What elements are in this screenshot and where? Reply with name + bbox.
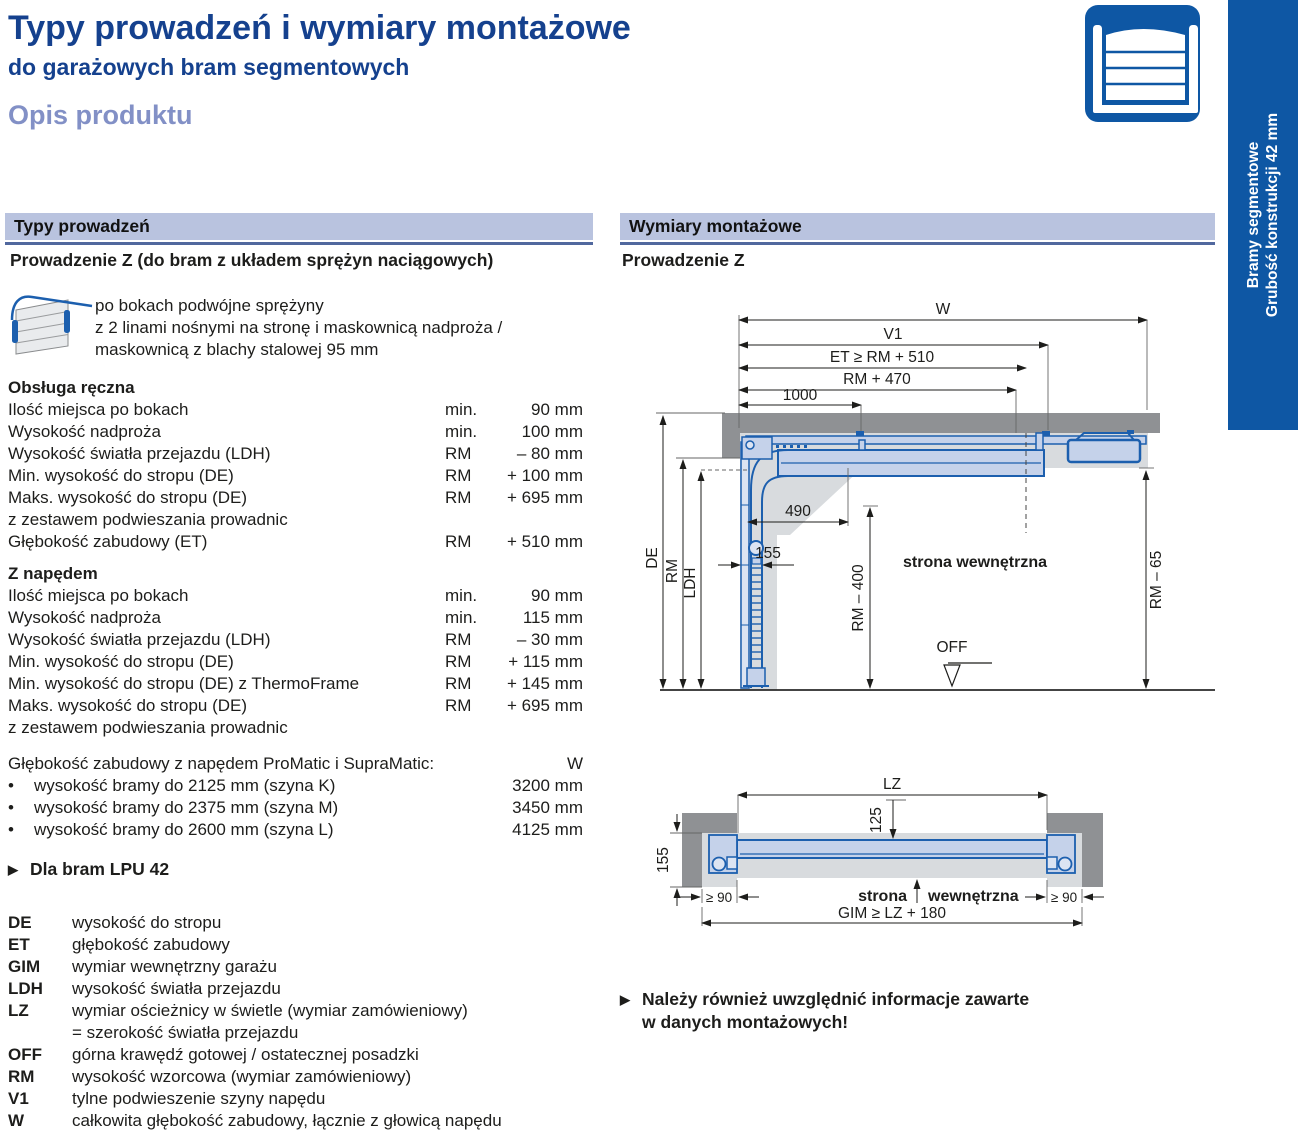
list-item: • wysokość bramy do 2600 mm (szyna L) 4125 mm <box>8 820 583 839</box>
edge-tab-line1: Bramy segmentowe <box>1245 141 1262 289</box>
note-line2: w danych montażowych! <box>642 1012 849 1032</box>
dim-rm65: RM – 65 <box>1148 550 1165 610</box>
table-row: Wysokość nadproża min. 100 mm <box>8 422 583 441</box>
table-row: Wysokość światła przejazdu (LDH) RM – 80 mm <box>8 444 583 463</box>
powered-table <box>8 585 583 739</box>
edge-tab <box>1228 0 1298 430</box>
section-label: Opis produktu <box>8 100 193 130</box>
plan-view-svg <box>630 770 1230 960</box>
dim-155: 155 <box>755 545 781 562</box>
depth-intro-row: Głębokość zabudowy z napędem ProMatic i SupraMatic: W <box>8 754 583 773</box>
dim-de: DE <box>644 547 661 569</box>
manual-heading: Obsługa ręczna <box>8 378 135 397</box>
inner-side-word2: wewnętrzna <box>928 888 1019 905</box>
powered-heading: Z napędem <box>8 564 98 583</box>
door-with-track-icon-svg <box>8 290 94 362</box>
dim-gim: GIM ≥ LZ + 180 <box>837 905 947 922</box>
legend-row: RM wysokość wzorcowa (wymiar zamówieniowy) <box>8 1067 412 1086</box>
legend-row: DE wysokość do stropu <box>8 913 222 932</box>
legend-row: W całkowita głębokość zabudowy, łącznie z głowicą napędu <box>8 1111 502 1130</box>
dim-et: ET ≥ RM + 510 <box>829 349 935 366</box>
legend-row: GIM wymiar wewnętrzny garażu <box>8 957 278 976</box>
edge-tab-line2: Grubość konstrukcji 42 mm <box>1264 112 1281 318</box>
page-title: Typy prowadzeń i wymiary montażowe <box>8 9 631 47</box>
table-row-continuation: z zestawem podwieszania prowadnic <box>8 718 288 737</box>
dim-w: W <box>935 301 951 318</box>
page-subtitle: do garażowych bram segmentowych <box>8 54 410 80</box>
dim-rm: RM <box>664 558 681 584</box>
triangle-marker-icon: ▶ <box>8 862 18 877</box>
intro-text <box>95 295 502 361</box>
legend-row-continuation: = szerokość światła przejazdu <box>72 1023 299 1042</box>
intro-line3: maskownicą z blachy stalowej 95 mm <box>95 340 379 359</box>
table-row: Wysokość nadproża min. 115 mm <box>8 608 583 627</box>
left-section-bar: Typy prowadzeń <box>5 213 593 240</box>
side-section-diagram <box>630 290 1230 715</box>
list-item: • wysokość bramy do 2375 mm (szyna M) 3450 mm <box>8 798 583 817</box>
right-section-rule <box>620 242 1215 245</box>
legend-row: ET głębokość zabudowy <box>8 935 230 954</box>
right-subheader: Prowadzenie Z <box>622 250 745 270</box>
operator-depth-block <box>8 753 583 841</box>
note-block <box>620 988 1029 1033</box>
dim-ge90-right: ≥ 90 <box>1050 890 1078 905</box>
dim-ge90-left: ≥ 90 <box>705 890 733 905</box>
legend <box>8 912 583 1132</box>
note-line1: Należy również uwzględnić informacje zawarte <box>642 989 1030 1009</box>
table-row: Maks. wysokość do stropu (DE) RM + 695 mm <box>8 696 583 715</box>
intro-line1: po bokach podwójne sprężyny <box>95 296 324 315</box>
table-row: Głębokość zabudowy (ET) RM + 510 mm <box>8 532 583 551</box>
dim-ldh: LDH <box>682 567 699 599</box>
door-with-track-icon <box>8 290 94 367</box>
triangle-marker-icon: ▶ <box>620 992 630 1007</box>
table-row: Ilość miejsca po bokach min. 90 mm <box>8 400 583 419</box>
table-row: Min. wysokość do stropu (DE) z ThermoFrame RM + 145 mm <box>8 674 583 693</box>
dim-155-plan: 155 <box>655 847 672 873</box>
legend-row: V1 tylne podwieszenie szyny napędu <box>8 1089 326 1108</box>
table-row: Maks. wysokość do stropu (DE) RM + 695 mm <box>8 488 583 507</box>
for-doors-label: Dla bram LPU 42 <box>30 859 170 879</box>
table-row: Min. wysokość do stropu (DE) RM + 115 mm <box>8 652 583 671</box>
dim-v1: V1 <box>883 326 903 343</box>
dim-rm470: RM + 470 <box>843 371 911 388</box>
manual-table <box>8 399 583 553</box>
inner-side-label: strona wewnętrzna <box>902 554 1048 571</box>
dim-off: OFF <box>936 639 968 656</box>
dim-125: 125 <box>868 807 885 833</box>
note-line1-row <box>620 988 1029 1011</box>
table-row-continuation: z zestawem podwieszania prowadnic <box>8 510 288 529</box>
dim-rm400: RM – 400 <box>850 564 867 632</box>
legend-row: LDH wysokość światła przejazdu <box>8 979 281 998</box>
table-row: Min. wysokość do stropu (DE) RM + 100 mm <box>8 466 583 485</box>
intro-line2: z 2 linami nośnymi na stronę i maskownicą nadproża / <box>95 318 503 337</box>
plan-view-diagram <box>630 770 1230 965</box>
dim-lz: LZ <box>882 776 902 793</box>
dim-1000: 1000 <box>782 387 818 404</box>
table-row: Wysokość światła przejazdu (LDH) RM – 30 mm <box>8 630 583 649</box>
legend-row: LZ wymiar ościeżnicy w świetle (wymiar zamówieniowy) <box>8 1001 468 1020</box>
list-item: • wysokość bramy do 2125 mm (szyna K) 3200 mm <box>8 776 583 795</box>
note-line2-row <box>620 1011 1029 1033</box>
edge-tab-text <box>1228 0 1298 430</box>
sectional-door-icon-svg <box>1085 5 1200 122</box>
left-section-rule <box>5 242 593 245</box>
dim-490: 490 <box>785 503 811 520</box>
inner-side-word1: strona <box>858 888 907 905</box>
table-row: Ilość miejsca po bokach min. 90 mm <box>8 586 583 605</box>
right-section-bar: Wymiary montażowe <box>620 213 1215 240</box>
side-section-svg <box>630 290 1230 710</box>
sectional-door-icon <box>1085 5 1200 127</box>
legend-row: OFF górna krawędź gotowej / ostatecznej posadzki <box>8 1045 419 1064</box>
left-subheader: Prowadzenie Z (do bram z układem sprężyn naciągowych) <box>10 250 494 270</box>
for-doors-line <box>8 858 169 881</box>
